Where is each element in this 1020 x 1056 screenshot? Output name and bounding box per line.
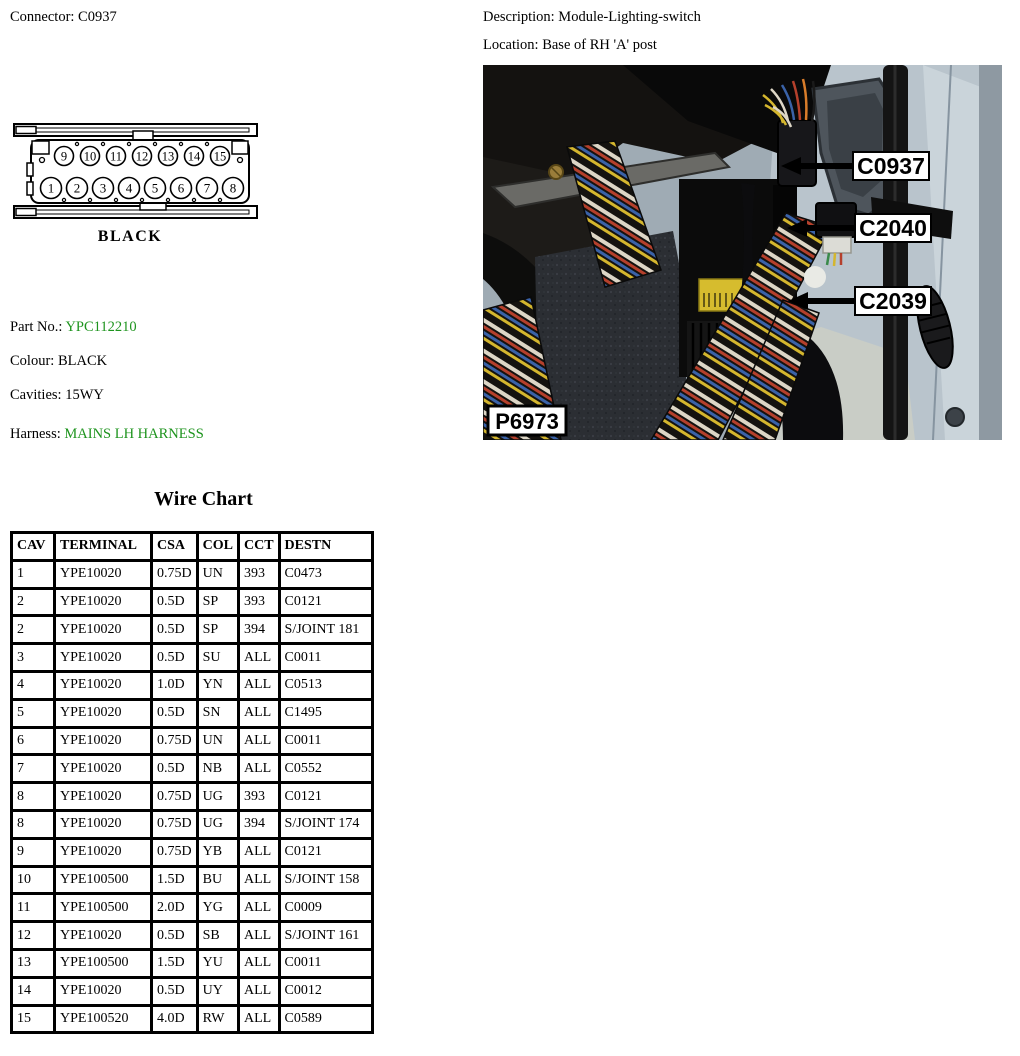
table-cell: 5 [12, 699, 55, 727]
table-cell: 8 [12, 783, 55, 811]
table-cell: UG [197, 783, 238, 811]
table-cell: C0513 [279, 671, 372, 699]
table-cell: 393 [238, 783, 279, 811]
table-cell: ALL [238, 671, 279, 699]
column-header: TERMINAL [55, 533, 152, 561]
table-cell: YPE10020 [55, 977, 152, 1005]
table-cell: YPE10020 [55, 838, 152, 866]
wire-chart-table [10, 531, 374, 1034]
pin-number: 11 [109, 149, 123, 164]
colour-label: Colour: [10, 353, 55, 369]
table-cell: S/JOINT 174 [279, 810, 372, 838]
table-cell: 0.5D [152, 922, 198, 950]
harness-link[interactable]: MAINS LH HARNESS [64, 426, 204, 442]
table-cell: ALL [238, 866, 279, 894]
part-no-line [10, 319, 137, 336]
pin-number: 1 [47, 180, 55, 196]
cavities-value: 15WY [65, 387, 104, 403]
table-cell: 393 [238, 560, 279, 588]
table-cell: YPE10020 [55, 922, 152, 950]
table-cell: C0121 [279, 838, 372, 866]
part-no-link[interactable]: YPC112210 [65, 319, 137, 335]
photo-callout-label: C2039 [859, 288, 927, 314]
table-cell: S/JOINT 158 [279, 866, 372, 894]
wire-chart-title: Wire Chart [154, 488, 253, 510]
connector-diagram [13, 122, 261, 255]
table-cell: 1 [12, 560, 55, 588]
table-cell: BU [197, 866, 238, 894]
table-cell: YPE10020 [55, 644, 152, 672]
harness-label: Harness: [10, 426, 61, 442]
table-cell: 15 [12, 1005, 55, 1033]
pin-number: 4 [125, 180, 133, 196]
photo-callout-c2039 [855, 287, 931, 315]
table-cell: 0.5D [152, 755, 198, 783]
table-cell: YPE100500 [55, 949, 152, 977]
cavities-label: Cavities: [10, 387, 62, 403]
table-row [12, 755, 373, 783]
table-cell: SN [197, 699, 238, 727]
table-row [12, 810, 373, 838]
table-cell: YB [197, 838, 238, 866]
photo-callout-label: C2040 [859, 215, 927, 241]
table-cell: 1.5D [152, 949, 198, 977]
location-photo [483, 65, 1002, 440]
table-cell: 10 [12, 866, 55, 894]
column-header: DESTN [279, 533, 372, 561]
table-cell: SU [197, 644, 238, 672]
table-cell: 0.75D [152, 783, 198, 811]
table-cell: ALL [238, 699, 279, 727]
table-cell: 0.75D [152, 727, 198, 755]
colour-line [10, 353, 107, 370]
table-cell: SP [197, 616, 238, 644]
pin-number: 14 [187, 149, 201, 164]
connector-colour-label: BLACK [97, 228, 163, 245]
table-cell: ALL [238, 755, 279, 783]
table-cell: C1495 [279, 699, 372, 727]
table-cell: 0.5D [152, 644, 198, 672]
photo-id-label: P6973 [495, 409, 559, 434]
pin-number: 12 [135, 149, 149, 164]
harness-line [10, 426, 204, 443]
photo-callout-label: C0937 [857, 153, 925, 179]
table-cell: YPE10020 [55, 783, 152, 811]
photo-callout-c2040 [855, 214, 931, 242]
table-cell: 2 [12, 588, 55, 616]
table-cell: S/JOINT 181 [279, 616, 372, 644]
table-cell: YPE100520 [55, 1005, 152, 1033]
table-row [12, 671, 373, 699]
table-cell: ALL [238, 894, 279, 922]
column-header: CCT [238, 533, 279, 561]
colour-value: BLACK [57, 353, 108, 369]
table-cell: C0473 [279, 560, 372, 588]
column-header: COL [197, 533, 238, 561]
table-cell: YPE100500 [55, 894, 152, 922]
table-cell: 2.0D [152, 894, 198, 922]
table-row [12, 588, 373, 616]
table-cell: ALL [238, 838, 279, 866]
table-cell: UG [197, 810, 238, 838]
table-row [12, 560, 373, 588]
a-post-hole [804, 266, 826, 288]
table-cell: 1.0D [152, 671, 198, 699]
table-cell: 0.75D [152, 838, 198, 866]
table-cell: YPE10020 [55, 671, 152, 699]
connector-diagram-drawing [13, 122, 261, 250]
table-cell: ALL [238, 922, 279, 950]
part-no-label: Part No.: [10, 319, 63, 335]
table-cell: C0121 [279, 783, 372, 811]
pin-number: 5 [151, 180, 159, 196]
table-cell: C0012 [279, 977, 372, 1005]
cavities-line [10, 387, 104, 404]
table-cell: ALL [238, 727, 279, 755]
photo-id-tag [488, 406, 566, 435]
table-cell: SB [197, 922, 238, 950]
table-cell: C0121 [279, 588, 372, 616]
table-cell: YPE10020 [55, 588, 152, 616]
table-cell: UN [197, 560, 238, 588]
table-cell: S/JOINT 161 [279, 922, 372, 950]
table-cell: C0011 [279, 727, 372, 755]
table-cell: 1.5D [152, 866, 198, 894]
table-cell: YPE10020 [55, 560, 152, 588]
pin-number: 9 [60, 149, 68, 164]
table-row [12, 977, 373, 1005]
table-cell: YPE10020 [55, 727, 152, 755]
table-row [12, 783, 373, 811]
table-cell: UY [197, 977, 238, 1005]
column-header: CAV [12, 533, 55, 561]
table-cell: 0.5D [152, 699, 198, 727]
table-row [12, 922, 373, 950]
photo-callout-c0937 [853, 152, 929, 180]
pin-number: 3 [99, 180, 107, 196]
table-cell: 4.0D [152, 1005, 198, 1033]
location-photo-scene [483, 65, 1002, 440]
connector-id-heading: Connector: C0937 [10, 9, 117, 25]
table-cell: C0589 [279, 1005, 372, 1033]
table-row [12, 644, 373, 672]
table-row [12, 894, 373, 922]
table-cell: 394 [238, 810, 279, 838]
table-cell: ALL [238, 644, 279, 672]
table-cell: 0.5D [152, 588, 198, 616]
pin-number: 13 [161, 149, 175, 164]
table-row [12, 838, 373, 866]
table-cell: ALL [238, 1005, 279, 1033]
table-cell: ALL [238, 949, 279, 977]
location-heading: Location: Base of RH 'A' post [483, 37, 657, 53]
table-row [12, 699, 373, 727]
table-cell: YPE10020 [55, 810, 152, 838]
table-cell: 12 [12, 922, 55, 950]
table-cell: 3 [12, 644, 55, 672]
table-cell: 9 [12, 838, 55, 866]
table-cell: 7 [12, 755, 55, 783]
table-cell: UN [197, 727, 238, 755]
table-row [12, 616, 373, 644]
pin-number: 6 [177, 180, 185, 196]
table-cell: NB [197, 755, 238, 783]
wire-chart-body [12, 560, 373, 1033]
table-cell: SP [197, 588, 238, 616]
table-row [12, 866, 373, 894]
table-row [12, 949, 373, 977]
table-cell: 0.5D [152, 977, 198, 1005]
table-cell: 13 [12, 949, 55, 977]
table-cell: YPE10020 [55, 699, 152, 727]
table-cell: 2 [12, 616, 55, 644]
table-row [12, 727, 373, 755]
table-cell: 0.5D [152, 616, 198, 644]
pin-number: 7 [203, 180, 211, 196]
pin-number: 8 [229, 180, 237, 196]
table-cell: 6 [12, 727, 55, 755]
table-cell: 0.75D [152, 560, 198, 588]
table-cell: 8 [12, 810, 55, 838]
table-cell: YN [197, 671, 238, 699]
table-row [12, 1005, 373, 1033]
pin-number: 15 [213, 149, 227, 164]
table-cell: C0009 [279, 894, 372, 922]
description-heading: Description: Module-Lighting-switch [483, 9, 701, 25]
table-cell: 0.75D [152, 810, 198, 838]
wire-chart-header-row [12, 533, 373, 561]
table-cell: C0011 [279, 644, 372, 672]
table-cell: C0552 [279, 755, 372, 783]
table-cell: YPE100500 [55, 866, 152, 894]
table-cell: YPE10020 [55, 755, 152, 783]
table-cell: C0011 [279, 949, 372, 977]
pin-number: 10 [83, 149, 97, 164]
table-cell: YU [197, 949, 238, 977]
table-cell: 4 [12, 671, 55, 699]
table-cell: YPE10020 [55, 616, 152, 644]
table-cell: ALL [238, 977, 279, 1005]
table-cell: 14 [12, 977, 55, 1005]
table-cell: 11 [12, 894, 55, 922]
pin-number: 2 [73, 180, 81, 196]
table-cell: 394 [238, 616, 279, 644]
table-cell: YG [197, 894, 238, 922]
table-cell: RW [197, 1005, 238, 1033]
column-header: CSA [152, 533, 198, 561]
table-cell: 393 [238, 588, 279, 616]
